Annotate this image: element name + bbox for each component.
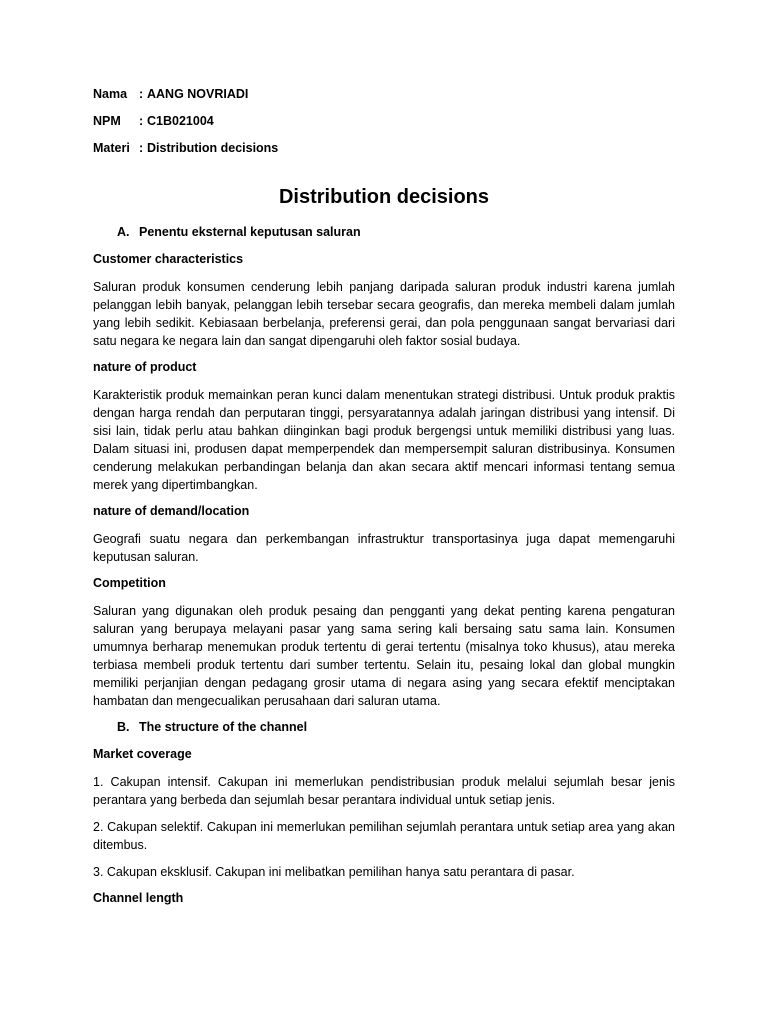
section-b-heading	[117, 719, 675, 736]
subheading-nature-of-demand: nature of demand/location	[93, 504, 250, 518]
section-letter: B.	[117, 720, 130, 734]
meta-label: Nama	[93, 87, 128, 101]
meta-value: C1B021004	[147, 114, 214, 128]
meta-separator: :	[139, 114, 144, 128]
meta-separator: :	[139, 141, 144, 155]
subheading-customer-characteristics: Customer characteristics	[93, 252, 244, 266]
meta-row-nama	[93, 86, 675, 103]
meta-label: Materi	[93, 141, 130, 155]
section-title: Penentu eksternal keputusan saluran	[139, 225, 361, 239]
meta-value: Distribution decisions	[147, 141, 279, 155]
subheading-market-coverage: Market coverage	[93, 747, 192, 761]
subheading-channel-length: Channel length	[93, 891, 184, 905]
meta-row-npm	[93, 113, 675, 130]
meta-label: NPM	[93, 114, 121, 128]
coverage-item-intensive: 1. Cakupan intensif. Cakupan ini memerlukan pendistribusian produk melalui sejumlah besar jenis perantara yang berbeda dan sejumlah besar perantara individual untuk setiap jenis.	[93, 775, 675, 807]
paragraph-competition: Saluran yang digunakan oleh produk pesaing dan pengganti yang dekat penting karena pengaturan saluran yang berupaya melayani pasar yang sama sering kali bersaing satu sama lain. Konsumen umumnya berharap menemukan produk tertentu di gerai tertentu (misalnya toko khusus), atau mereka terbiasa membeli produk tertentu dari sumber tertentu. Selain itu, pesaing lokal dan global mungkin memiliki perjanjian dengan pedagang grosir utama di negara asing yang secara efektif menciptakan hambatan dan mengecualikan perusahaan dari saluran utama.	[93, 604, 675, 708]
meta-separator: :	[139, 87, 144, 101]
subheading-nature-of-product: nature of product	[93, 360, 197, 374]
subheading-competition: Competition	[93, 576, 166, 590]
meta-value: AANG NOVRIADI	[147, 87, 249, 101]
section-title: The structure of the channel	[139, 720, 308, 734]
section-a-heading	[117, 224, 675, 241]
paragraph-customer-characteristics: Saluran produk konsumen cenderung lebih panjang daripada saluran produk industri karena jumlah pelanggan lebih banyak, pelanggan lebih tersebar secara geografis, dan mereka membeli dalam jumlah yang lebih sedikit. Kebiasaan berbelanja, preferensi gerai, dan pola penggunaan sangat bervariasi dari satu negara ke negara lain dan sangat dipengaruhi oleh faktor sosial budaya.	[93, 280, 675, 348]
paragraph-nature-of-product: Karakteristik produk memainkan peran kunci dalam menentukan strategi distribusi. Untuk produk praktis dengan harga rendah dan perputaran tinggi, persyaratannya adalah jaringan distribusi yang intensif. Di sisi lain, tidak perlu atau bahkan diinginkan bagi produk bergengsi untuk memiliki distribusi yang luas. Dalam situasi ini, produsen dapat memperpendek dan mempersempit saluran distribusinya. Konsumen cenderung melakukan perbandingan belanja dan akan secara aktif mencari informasi tentang semua merek yang dipertimbangkan.	[93, 388, 675, 492]
coverage-item-exclusive: 3. Cakupan eksklusif. Cakupan ini melibatkan pemilihan hanya satu perantara di pasar.	[93, 865, 575, 879]
document-title: Distribution decisions	[278, 186, 490, 208]
coverage-item-selective: 2. Cakupan selektif. Cakupan ini memerlukan pemilihan sejumlah perantara untuk setiap area yang akan ditembus.	[93, 820, 675, 852]
section-letter: A.	[117, 225, 130, 239]
paragraph-nature-of-demand: Geografi suatu negara dan perkembangan infrastruktur transportasinya juga dapat memengaruhi keputusan saluran.	[93, 532, 675, 564]
meta-row-materi	[93, 140, 675, 157]
